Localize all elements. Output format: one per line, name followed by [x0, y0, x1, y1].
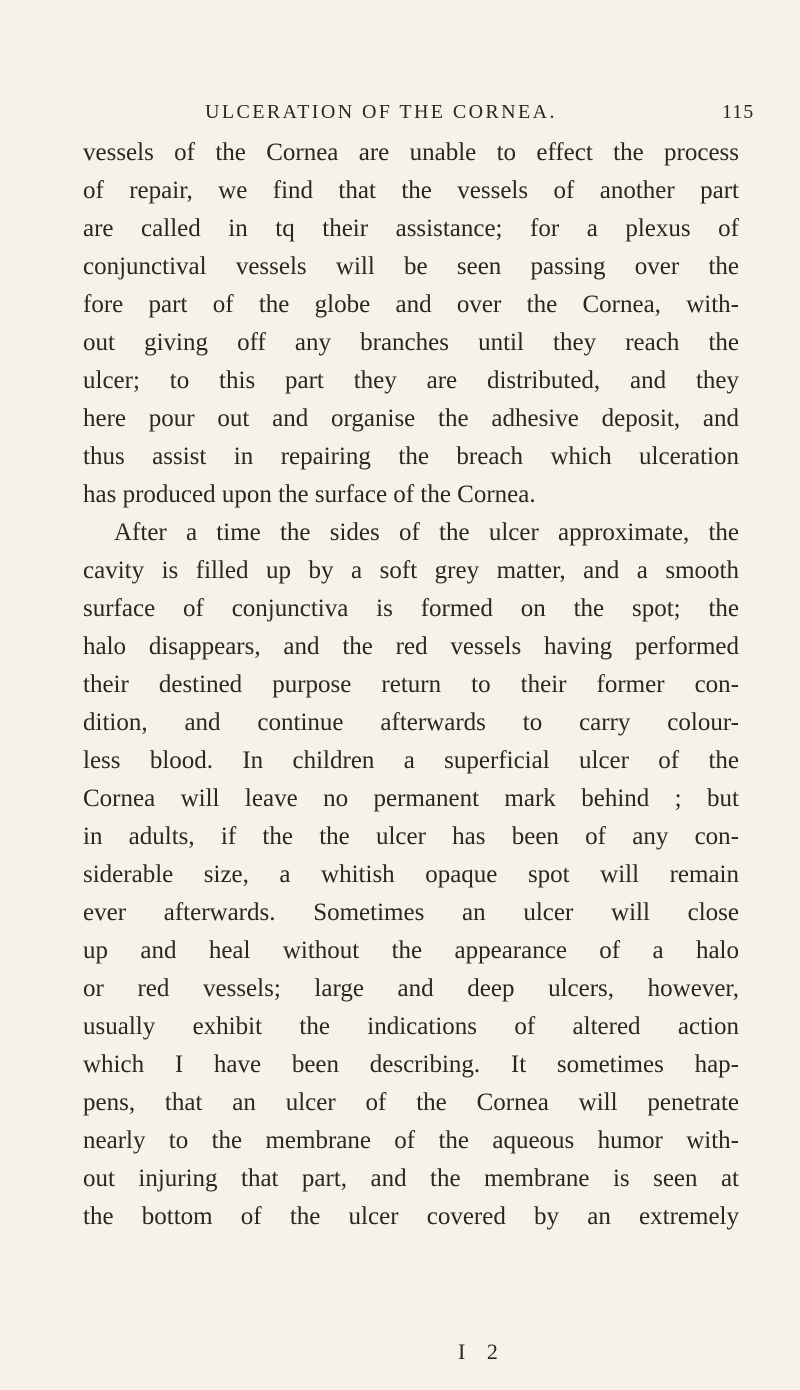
text-line: out giving off any branches until they reach the	[83, 329, 739, 356]
text-line: are called in tq their assistance; for a plexus of	[83, 215, 739, 242]
text-line: surface of conjunctiva is formed on the spot; the	[83, 595, 739, 622]
text-line: their destined purpose return to their former con-	[83, 671, 739, 698]
text-line: ulcer; to this part they are distributed, and they	[83, 367, 739, 394]
page-number: 115	[722, 101, 755, 123]
text-line: conjunctival vessels will be seen passing over the	[83, 253, 739, 280]
text-line: vessels of the Cornea are unable to effect the process	[83, 139, 739, 166]
body-text	[83, 134, 739, 1236]
text-line: here pour out and organise the adhesive deposit, and	[83, 405, 739, 432]
text-line: nearly to the membrane of the aqueous humor with-	[83, 1127, 739, 1154]
text-line: ever afterwards. Sometimes an ulcer will close	[83, 899, 739, 926]
text-line: the bottom of the ulcer covered by an extremely	[83, 1203, 739, 1230]
running-title: ULCERATION OF THE CORNEA.	[205, 101, 557, 123]
text-line: or red vessels; large and deep ulcers, however,	[83, 975, 739, 1002]
text-line: siderable size, a whitish opaque spot will remain	[83, 861, 739, 888]
text-line: cavity is filled up by a soft grey matter, and a smooth	[83, 557, 739, 584]
text-line: halo disappears, and the red vessels having performed	[83, 633, 739, 660]
signature-mark: I 2	[458, 1339, 506, 1364]
text-line: in adults, if the the ulcer has been of any con-	[83, 823, 739, 850]
text-line: fore part of the globe and over the Cornea, with-	[83, 291, 739, 318]
paragraph-start-line: After a time the sides of the ulcer approximate, the	[114, 519, 739, 546]
text-line: pens, that an ulcer of the Cornea will penetrate	[83, 1089, 739, 1116]
text-line: less blood. In children a superficial ulcer of the	[83, 747, 739, 774]
text-line: up and heal without the appearance of a halo	[83, 937, 739, 964]
text-line: thus assist in repairing the breach which ulceration	[83, 443, 739, 470]
text-line: has produced upon the surface of the Cornea.	[83, 481, 536, 508]
text-line: dition, and continue afterwards to carry colour-	[83, 709, 739, 736]
running-header	[0, 94, 800, 130]
text-line: Cornea will leave no permanent mark behind ; but	[83, 785, 739, 812]
text-line: which I have been describing. It sometimes hap-	[83, 1051, 739, 1078]
text-line: out injuring that part, and the membrane is seen at	[83, 1165, 739, 1192]
text-line: usually exhibit the indications of altered action	[83, 1013, 739, 1040]
text-line: of repair, we find that the vessels of another part	[83, 177, 739, 204]
